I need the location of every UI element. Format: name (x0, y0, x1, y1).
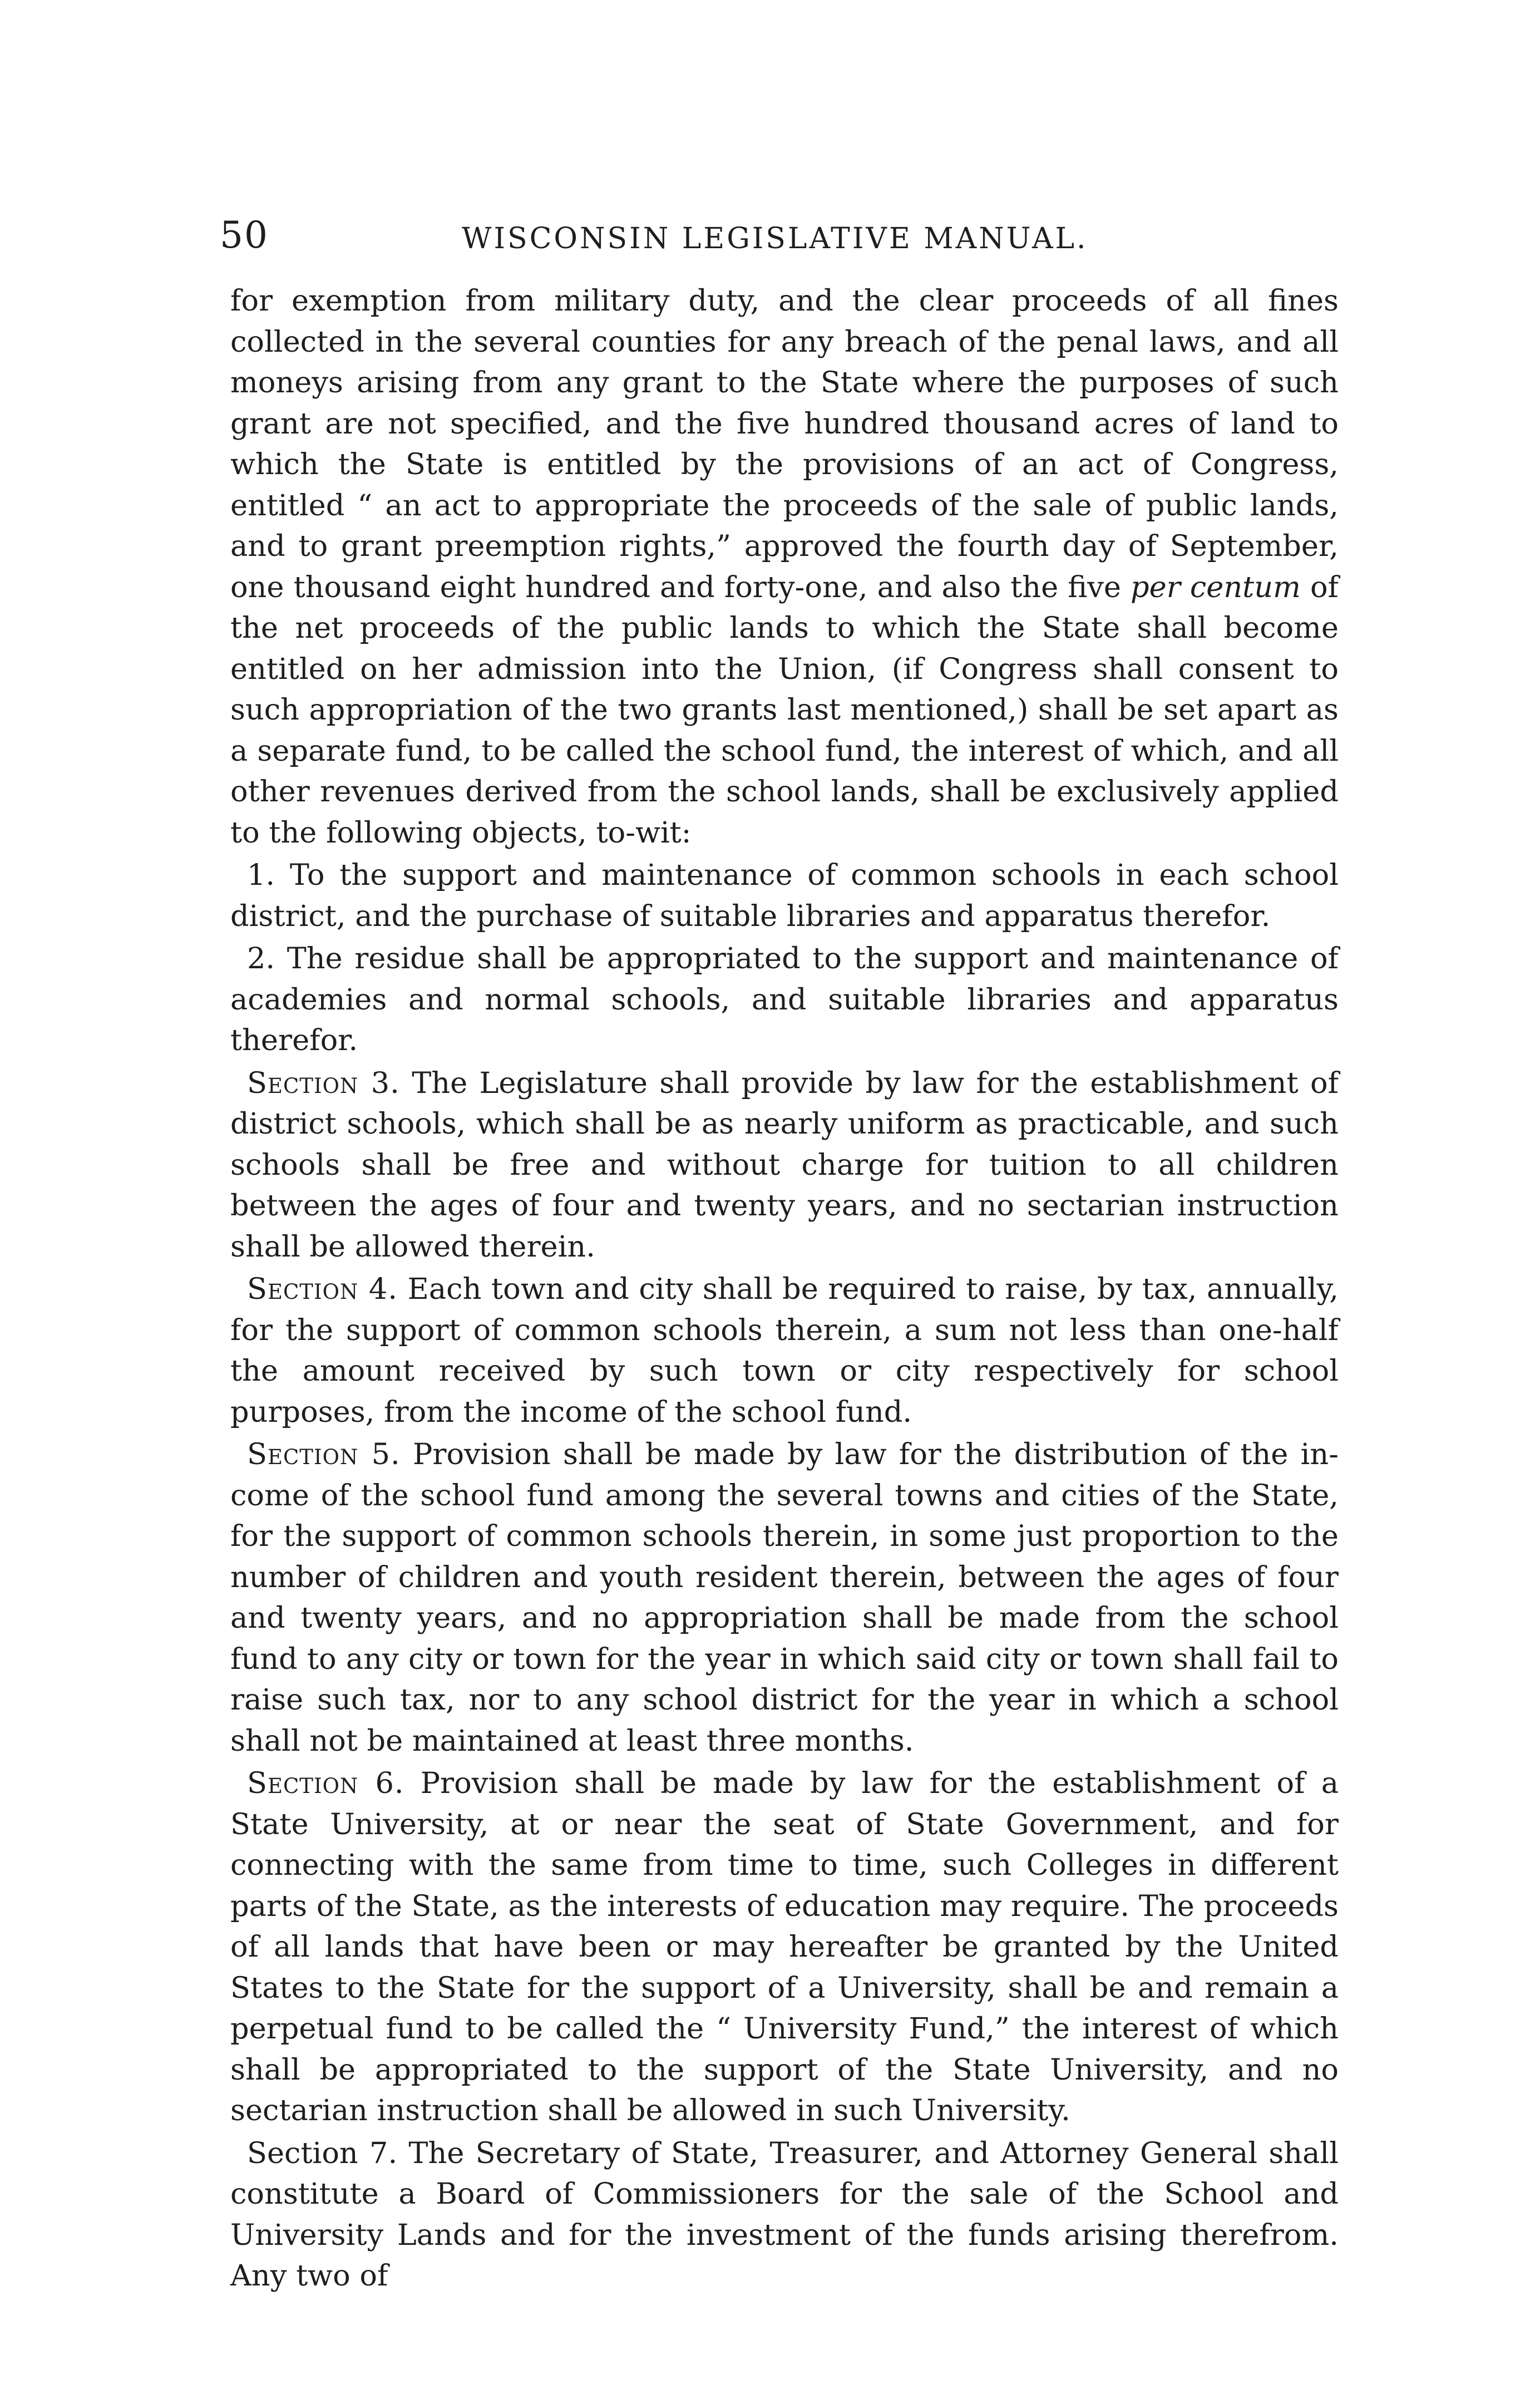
section-text: Each town and city shall be required to raise, by tax, annually, for the support of common schools therein, a sum not less than one-half the amount received by such town or city respectively for school purposes, from the income of the school fund. (230, 1272, 1339, 1429)
section-3 (230, 1063, 1339, 1268)
paragraph-text: of the net proceeds of the public lands to which the State shall become entitled on her admission into the Union, (if Congress shall consent to such appropriation of the two grants last mentioned,) shall be set apart as a separate fund, to be called the school fund, the interest of which, and all other revenues derived from the school lands, shall be exclusively applied to the following objects, to-wit: (230, 570, 1339, 850)
section-label: Section 6. (247, 1766, 404, 1800)
section-6 (230, 1763, 1339, 2131)
section-label: Section 4. (247, 1272, 398, 1306)
list-item-2: 2. The residue shall be appropriated to the support and maintenance of academies and normal schools, and suitable libraries and apparatus therefor. (230, 942, 1339, 1057)
section-4 (230, 1269, 1339, 1432)
page-header (220, 210, 1332, 260)
italic-phrase: per centum (1131, 570, 1301, 604)
section-text: The Legislature shall provide by law for the establishment of district schools, which shall be as nearly uniform as practicable, and such schools shall be free and without charge for tuition to all children between the ages of four and twenty years, and no sectarian instruction shall be allowed therein. (230, 1066, 1339, 1264)
section-text: The Secretary of State, Treasurer, and Attorney General shall constitute a Board of Commissioners for the sale of the School and University Lands and for the investment of the funds arising therefrom. Any two of (230, 2136, 1339, 2293)
section-text: Provision shall be made by law for the distribution of the income of the school fund among the several towns and cities of the State, for the support of common schools therein, in some just proportion to the number of children and youth resident therein, between the ages of four and twenty years, and no appropriation shall be made from the school fund to any city or town for the year in which said city or town shall fail to raise such tax, nor to any school district for the year in which a school shall not be maintained at least three months. (230, 1437, 1339, 1758)
body-text (230, 280, 1339, 2298)
paragraph-school-fund (230, 280, 1339, 853)
section-7 (230, 2133, 1339, 2297)
section-label: Section 3. (247, 1066, 400, 1100)
running-head: WISCONSIN LEGISLATIVE MANUAL. (462, 222, 1088, 255)
paragraph-text: for exemption from military duty, and the clear proceeds of all fines collected in the several counties for any breach of the penal laws, and all moneys arising from any grant to the State where the purposes of such grant are not specified, and the five hundred thousand acres of land to which the State is entitled by the provisions of an act of Congress, entitled “ an act to appropriate the proceeds of the sale of public lands, and to grant preemption rights,” approved the fourth day of September, one thousand eight hundred and forty-one, and also the five (230, 284, 1339, 604)
list-item-1: 1. To the support and maintenance of common schools in each school district, and the purchase of suitable libraries and apparatus therefor. (230, 858, 1339, 933)
section-text: Provision shall be made by law for the establishment of a State University, at or near the seat of State Government, and for connecting with the same from time to time, such Colleges in different parts of the State, as the interests of education may require. The proceeds of all lands that have been or may hereafter be granted by the United States to the State for the support of a University, shall be and remain a perpetual fund to be called the “ University Fund,” the interest of which shall be appropriated to the support of the State University, and no sectarian instruction shall be allowed in such University. (230, 1766, 1339, 2127)
section-5 (230, 1434, 1339, 1761)
section-label: Section 7. (247, 2136, 398, 2170)
page-number: 50 (220, 214, 269, 257)
section-label: Section 5. (247, 1437, 401, 1471)
